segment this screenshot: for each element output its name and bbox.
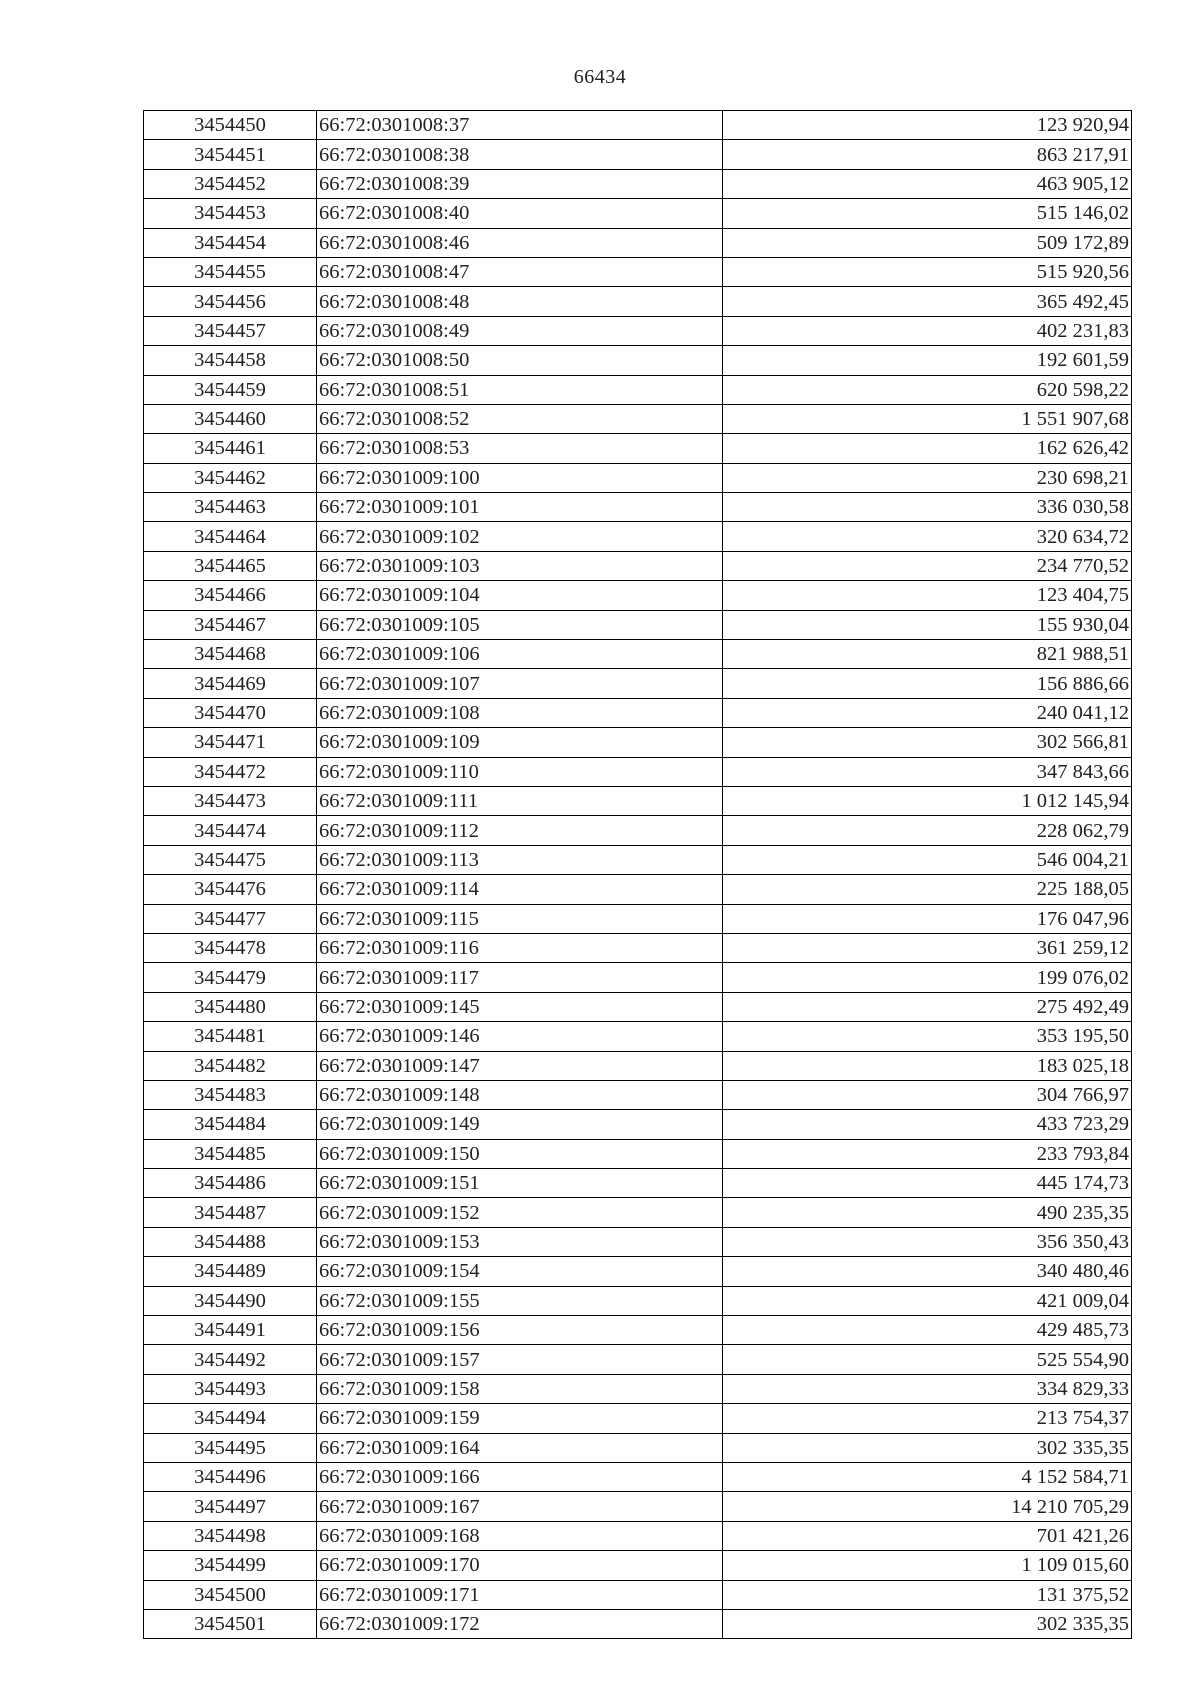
cadastral-number-cell: 66:72:0301009:101	[317, 493, 723, 522]
table-row	[144, 1139, 1132, 1168]
record-number-cell: 3454486	[144, 1169, 317, 1198]
record-number-cell: 3454479	[144, 963, 317, 992]
record-number-cell: 3454464	[144, 522, 317, 551]
cadastral-value-cell: 176 047,96	[723, 904, 1132, 933]
cadastral-number-cell: 66:72:0301009:151	[317, 1169, 723, 1198]
cadastral-value-cell: 123 920,94	[723, 111, 1132, 140]
cadastral-value-cell: 162 626,42	[723, 434, 1132, 463]
cadastral-value-cell: 1 012 145,94	[723, 786, 1132, 815]
record-number-cell: 3454495	[144, 1433, 317, 1462]
cadastral-number-cell: 66:72:0301009:153	[317, 1227, 723, 1256]
cadastral-number-cell: 66:72:0301008:39	[317, 169, 723, 198]
record-number-cell: 3454489	[144, 1257, 317, 1286]
table-row	[144, 1051, 1132, 1080]
cadastral-value-cell: 320 634,72	[723, 522, 1132, 551]
record-number-cell: 3454499	[144, 1551, 317, 1580]
record-number-cell: 3454482	[144, 1051, 317, 1080]
record-number-cell: 3454472	[144, 757, 317, 786]
record-number-cell: 3454474	[144, 816, 317, 845]
record-number-cell: 3454476	[144, 875, 317, 904]
cadastral-number-cell: 66:72:0301008:53	[317, 434, 723, 463]
record-number-cell: 3454455	[144, 257, 317, 286]
table-row	[144, 346, 1132, 375]
cadastral-number-cell: 66:72:0301008:48	[317, 287, 723, 316]
record-number-cell: 3454494	[144, 1404, 317, 1433]
cadastral-value-table	[143, 110, 1132, 1639]
table-row	[144, 1580, 1132, 1609]
page-number: 66434	[573, 66, 627, 88]
table-row	[144, 933, 1132, 962]
table-row	[144, 1110, 1132, 1139]
cadastral-number-cell: 66:72:0301009:152	[317, 1198, 723, 1227]
record-number-cell: 3454458	[144, 346, 317, 375]
cadastral-value-cell: 14 210 705,29	[723, 1492, 1132, 1521]
cadastral-number-cell: 66:72:0301009:103	[317, 551, 723, 580]
cadastral-value-cell: 240 041,12	[723, 698, 1132, 727]
record-number-cell: 3454451	[144, 140, 317, 169]
table-body	[144, 111, 1132, 1639]
table-row	[144, 786, 1132, 815]
table-row	[144, 375, 1132, 404]
cadastral-value-cell: 365 492,45	[723, 287, 1132, 316]
table-row	[144, 228, 1132, 257]
table-row	[144, 875, 1132, 904]
table-row	[144, 1080, 1132, 1109]
cadastral-number-cell: 66:72:0301009:150	[317, 1139, 723, 1168]
cadastral-value-cell: 356 350,43	[723, 1227, 1132, 1256]
cadastral-number-cell: 66:72:0301009:147	[317, 1051, 723, 1080]
table-row	[144, 1462, 1132, 1491]
cadastral-value-cell: 304 766,97	[723, 1080, 1132, 1109]
table-row	[144, 463, 1132, 492]
cadastral-number-cell: 66:72:0301008:52	[317, 404, 723, 433]
table-row	[144, 1257, 1132, 1286]
cadastral-number-cell: 66:72:0301009:158	[317, 1374, 723, 1403]
cadastral-value-cell: 183 025,18	[723, 1051, 1132, 1080]
table-row	[144, 1374, 1132, 1403]
record-number-cell: 3454501	[144, 1609, 317, 1638]
cadastral-value-cell: 230 698,21	[723, 463, 1132, 492]
cadastral-number-cell: 66:72:0301009:172	[317, 1609, 723, 1638]
record-number-cell: 3454468	[144, 640, 317, 669]
record-number-cell: 3454460	[144, 404, 317, 433]
table-row	[144, 610, 1132, 639]
cadastral-number-cell: 66:72:0301009:168	[317, 1521, 723, 1550]
cadastral-number-cell: 66:72:0301009:109	[317, 728, 723, 757]
table-row	[144, 493, 1132, 522]
record-number-cell: 3454465	[144, 551, 317, 580]
record-number-cell: 3454478	[144, 933, 317, 962]
cadastral-number-cell: 66:72:0301009:115	[317, 904, 723, 933]
table-row	[144, 963, 1132, 992]
cadastral-value-cell: 225 188,05	[723, 875, 1132, 904]
record-number-cell: 3454471	[144, 728, 317, 757]
cadastral-number-cell: 66:72:0301009:114	[317, 875, 723, 904]
table-row	[144, 434, 1132, 463]
table-row	[144, 1286, 1132, 1315]
cadastral-value-cell: 233 793,84	[723, 1139, 1132, 1168]
cadastral-number-cell: 66:72:0301009:116	[317, 933, 723, 962]
table-row	[144, 1433, 1132, 1462]
table-row	[144, 522, 1132, 551]
record-number-cell: 3454487	[144, 1198, 317, 1227]
cadastral-value-cell: 429 485,73	[723, 1316, 1132, 1345]
cadastral-value-cell: 421 009,04	[723, 1286, 1132, 1315]
record-number-cell: 3454467	[144, 610, 317, 639]
table-row	[144, 1345, 1132, 1374]
cadastral-value-cell: 234 770,52	[723, 551, 1132, 580]
cadastral-number-cell: 66:72:0301009:108	[317, 698, 723, 727]
table-row	[144, 140, 1132, 169]
cadastral-value-cell: 334 829,33	[723, 1374, 1132, 1403]
table-row	[144, 845, 1132, 874]
cadastral-number-cell: 66:72:0301008:49	[317, 316, 723, 345]
cadastral-value-cell: 347 843,66	[723, 757, 1132, 786]
cadastral-value-cell: 213 754,37	[723, 1404, 1132, 1433]
cadastral-value-cell: 199 076,02	[723, 963, 1132, 992]
table-row	[144, 1198, 1132, 1227]
cadastral-value-cell: 336 030,58	[723, 493, 1132, 522]
table-row	[144, 1169, 1132, 1198]
record-number-cell: 3454488	[144, 1227, 317, 1256]
table-row	[144, 1404, 1132, 1433]
cadastral-number-cell: 66:72:0301009:105	[317, 610, 723, 639]
cadastral-value-cell: 402 231,83	[723, 316, 1132, 345]
cadastral-value-cell: 490 235,35	[723, 1198, 1132, 1227]
record-number-cell: 3454491	[144, 1316, 317, 1345]
record-number-cell: 3454490	[144, 1286, 317, 1315]
cadastral-number-cell: 66:72:0301009:146	[317, 1022, 723, 1051]
cadastral-number-cell: 66:72:0301008:37	[317, 111, 723, 140]
cadastral-number-cell: 66:72:0301008:51	[317, 375, 723, 404]
cadastral-value-cell: 275 492,49	[723, 992, 1132, 1021]
cadastral-value-cell: 620 598,22	[723, 375, 1132, 404]
record-number-cell: 3454463	[144, 493, 317, 522]
cadastral-number-cell: 66:72:0301009:107	[317, 669, 723, 698]
table-row	[144, 1551, 1132, 1580]
cadastral-number-cell: 66:72:0301009:113	[317, 845, 723, 874]
table-row	[144, 698, 1132, 727]
cadastral-value-cell: 123 404,75	[723, 581, 1132, 610]
record-number-cell: 3454493	[144, 1374, 317, 1403]
table-row	[144, 111, 1132, 140]
record-number-cell: 3454454	[144, 228, 317, 257]
record-number-cell: 3454470	[144, 698, 317, 727]
table-row	[144, 640, 1132, 669]
cadastral-value-cell: 192 601,59	[723, 346, 1132, 375]
record-number-cell: 3454480	[144, 992, 317, 1021]
table-row	[144, 551, 1132, 580]
cadastral-value-cell: 302 335,35	[723, 1433, 1132, 1462]
record-number-cell: 3454459	[144, 375, 317, 404]
cadastral-number-cell: 66:72:0301009:155	[317, 1286, 723, 1315]
cadastral-number-cell: 66:72:0301009:164	[317, 1433, 723, 1462]
record-number-cell: 3454481	[144, 1022, 317, 1051]
cadastral-number-cell: 66:72:0301009:112	[317, 816, 723, 845]
table-row	[144, 1609, 1132, 1638]
cadastral-value-cell: 4 152 584,71	[723, 1462, 1132, 1491]
record-number-cell: 3454452	[144, 169, 317, 198]
cadastral-number-cell: 66:72:0301009:110	[317, 757, 723, 786]
cadastral-value-cell: 463 905,12	[723, 169, 1132, 198]
cadastral-number-cell: 66:72:0301009:104	[317, 581, 723, 610]
cadastral-number-cell: 66:72:0301009:154	[317, 1257, 723, 1286]
cadastral-number-cell: 66:72:0301009:100	[317, 463, 723, 492]
table-row	[144, 992, 1132, 1021]
record-number-cell: 3454469	[144, 669, 317, 698]
record-number-cell: 3454453	[144, 199, 317, 228]
cadastral-number-cell: 66:72:0301008:46	[317, 228, 723, 257]
table-row	[144, 1316, 1132, 1345]
cadastral-value-cell: 515 146,02	[723, 199, 1132, 228]
record-number-cell: 3454466	[144, 581, 317, 610]
table-row	[144, 1022, 1132, 1051]
record-number-cell: 3454461	[144, 434, 317, 463]
cadastral-number-cell: 66:72:0301009:156	[317, 1316, 723, 1345]
cadastral-value-cell: 546 004,21	[723, 845, 1132, 874]
cadastral-value-cell: 525 554,90	[723, 1345, 1132, 1374]
record-number-cell: 3454456	[144, 287, 317, 316]
cadastral-number-cell: 66:72:0301009:145	[317, 992, 723, 1021]
cadastral-value-cell: 821 988,51	[723, 640, 1132, 669]
record-number-cell: 3454496	[144, 1462, 317, 1491]
record-number-cell: 3454498	[144, 1521, 317, 1550]
cadastral-number-cell: 66:72:0301009:102	[317, 522, 723, 551]
table-row	[144, 1492, 1132, 1521]
cadastral-number-cell: 66:72:0301009:149	[317, 1110, 723, 1139]
record-number-cell: 3454457	[144, 316, 317, 345]
table-row	[144, 1227, 1132, 1256]
cadastral-number-cell: 66:72:0301009:167	[317, 1492, 723, 1521]
cadastral-number-cell: 66:72:0301009:148	[317, 1080, 723, 1109]
cadastral-number-cell: 66:72:0301009:170	[317, 1551, 723, 1580]
record-number-cell: 3454485	[144, 1139, 317, 1168]
cadastral-number-cell: 66:72:0301008:50	[317, 346, 723, 375]
record-number-cell: 3454450	[144, 111, 317, 140]
cadastral-value-cell: 1 551 907,68	[723, 404, 1132, 433]
cadastral-number-cell: 66:72:0301008:40	[317, 199, 723, 228]
record-number-cell: 3454462	[144, 463, 317, 492]
cadastral-value-cell: 302 335,35	[723, 1609, 1132, 1638]
table-row	[144, 287, 1132, 316]
table-row	[144, 316, 1132, 345]
cadastral-value-cell: 228 062,79	[723, 816, 1132, 845]
cadastral-number-cell: 66:72:0301009:111	[317, 786, 723, 815]
cadastral-value-cell: 863 217,91	[723, 140, 1132, 169]
cadastral-value-cell: 156 886,66	[723, 669, 1132, 698]
record-number-cell: 3454483	[144, 1080, 317, 1109]
cadastral-value-cell: 509 172,89	[723, 228, 1132, 257]
table-row	[144, 199, 1132, 228]
cadastral-number-cell: 66:72:0301009:166	[317, 1462, 723, 1491]
table-row	[144, 757, 1132, 786]
record-number-cell: 3454484	[144, 1110, 317, 1139]
cadastral-value-cell: 155 930,04	[723, 610, 1132, 639]
cadastral-number-cell: 66:72:0301008:47	[317, 257, 723, 286]
table-row	[144, 728, 1132, 757]
cadastral-value-cell: 1 109 015,60	[723, 1551, 1132, 1580]
table-row	[144, 1521, 1132, 1550]
record-number-cell: 3454500	[144, 1580, 317, 1609]
cadastral-value-cell: 353 195,50	[723, 1022, 1132, 1051]
cadastral-value-cell: 701 421,26	[723, 1521, 1132, 1550]
cadastral-value-cell: 515 920,56	[723, 257, 1132, 286]
cadastral-number-cell: 66:72:0301009:106	[317, 640, 723, 669]
table-row	[144, 581, 1132, 610]
cadastral-number-cell: 66:72:0301009:171	[317, 1580, 723, 1609]
table-row	[144, 169, 1132, 198]
cadastral-value-cell: 445 174,73	[723, 1169, 1132, 1198]
record-number-cell: 3454475	[144, 845, 317, 874]
record-number-cell: 3454477	[144, 904, 317, 933]
cadastral-number-cell: 66:72:0301009:159	[317, 1404, 723, 1433]
record-number-cell: 3454497	[144, 1492, 317, 1521]
record-number-cell: 3454492	[144, 1345, 317, 1374]
cadastral-value-cell: 302 566,81	[723, 728, 1132, 757]
table-row	[144, 816, 1132, 845]
cadastral-value-cell: 131 375,52	[723, 1580, 1132, 1609]
cadastral-number-cell: 66:72:0301009:157	[317, 1345, 723, 1374]
cadastral-number-cell: 66:72:0301009:117	[317, 963, 723, 992]
record-number-cell: 3454473	[144, 786, 317, 815]
table-row	[144, 257, 1132, 286]
table-row	[144, 669, 1132, 698]
table-row	[144, 904, 1132, 933]
cadastral-number-cell: 66:72:0301008:38	[317, 140, 723, 169]
cadastral-value-cell: 433 723,29	[723, 1110, 1132, 1139]
table-row	[144, 404, 1132, 433]
cadastral-value-cell: 340 480,46	[723, 1257, 1132, 1286]
cadastral-value-cell: 361 259,12	[723, 933, 1132, 962]
